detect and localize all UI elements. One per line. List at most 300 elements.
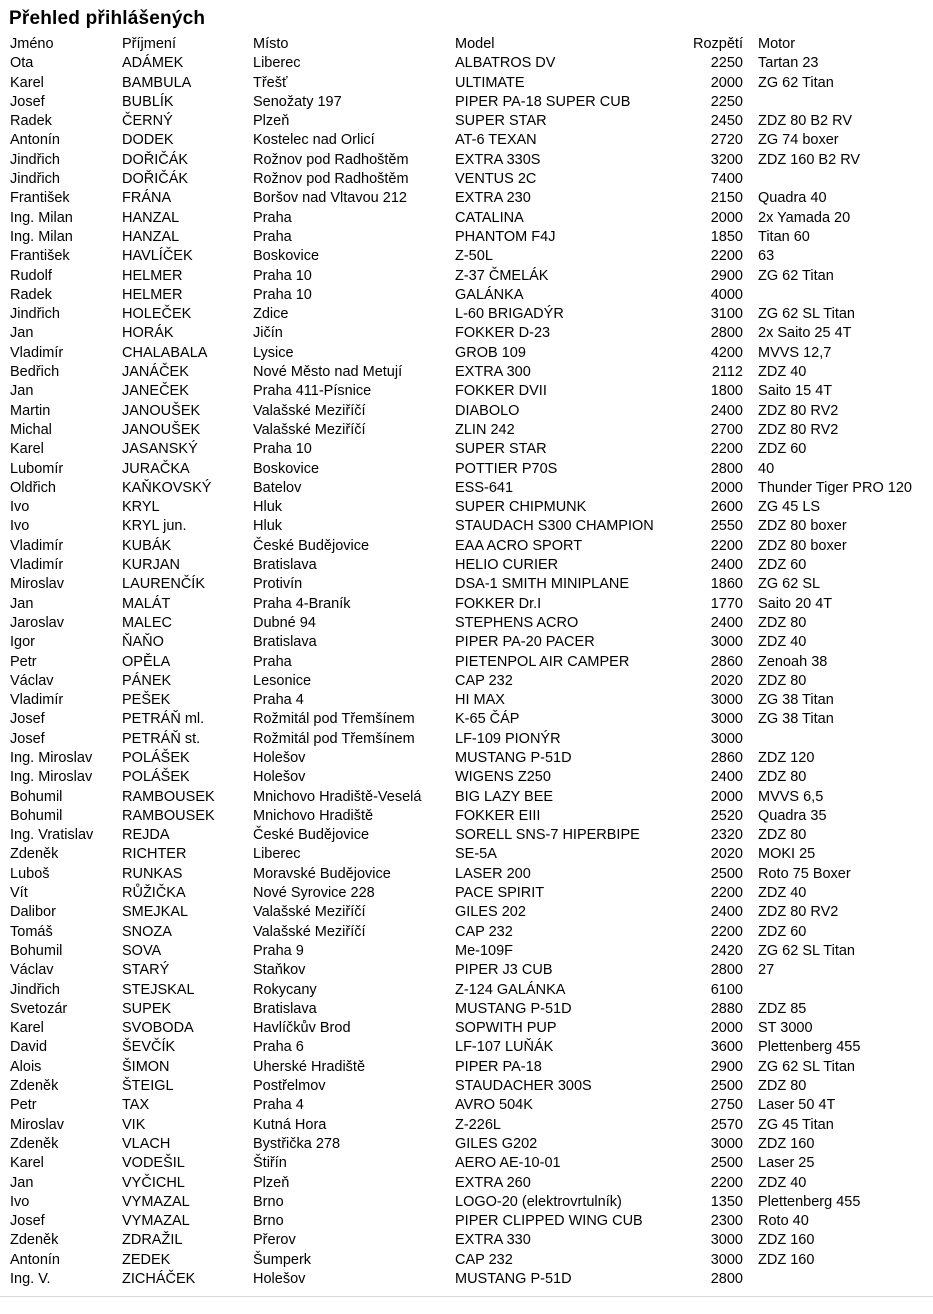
cell-model: GALÁNKA (455, 286, 524, 303)
cell-first-name: Karel (10, 441, 44, 458)
cell-wingspan: 2400 (710, 402, 743, 419)
cell-wingspan: 2900 (710, 1058, 743, 1075)
table-header-row (10, 35, 923, 54)
cell-first-name: Jindřich (10, 306, 60, 323)
cell-place: Rožnov pod Radhoštěm (253, 171, 409, 188)
cell-place: Praha 6 (253, 1039, 304, 1056)
cell-model: CAP 232 (455, 923, 513, 940)
cell-motor: ZDZ 160 (758, 1135, 815, 1152)
cell-model: BIG LAZY BEE (455, 788, 554, 805)
cell-place: Kostelec nad Orlicí (253, 132, 375, 149)
cell-model: STAUDACHER 300S (455, 1078, 592, 1095)
cell-place: Praha 4 (253, 1097, 304, 1114)
cell-wingspan: 3000 (710, 1135, 743, 1152)
cell-place: Holešov (253, 769, 306, 786)
table-row (10, 151, 923, 170)
cell-last-name: SMEJKAL (122, 904, 189, 921)
cell-last-name: ZDRAŽIL (122, 1232, 183, 1249)
cell-model: FOKKER EIII (455, 807, 541, 824)
cell-motor: ZDZ 40 (758, 364, 807, 381)
table-row (10, 981, 923, 1000)
cell-wingspan: 1860 (710, 576, 743, 593)
cell-place: Plzeň (253, 113, 290, 130)
cell-wingspan: 2420 (710, 942, 743, 959)
cell-first-name: Zdeněk (10, 846, 59, 863)
cell-last-name: ADÁMEK (122, 55, 184, 72)
table-row (10, 421, 923, 440)
table-row (10, 903, 923, 922)
cell-first-name: František (10, 190, 70, 207)
cell-last-name: TAX (122, 1097, 150, 1114)
cell-first-name: Ivo (10, 518, 30, 535)
cell-wingspan: 2900 (710, 267, 743, 284)
cell-model: GILES G202 (455, 1135, 538, 1152)
table-row (10, 633, 923, 652)
cell-model: PIPER CLIPPED WING CUB (455, 1213, 643, 1230)
cell-place: Kutná Hora (253, 1116, 327, 1133)
cell-motor: Plettenberg 455 (758, 1039, 861, 1056)
cell-motor: ZDZ 80 (758, 827, 807, 844)
cell-last-name: ŠIMON (122, 1058, 170, 1075)
cell-motor: ZDZ 120 (758, 749, 815, 766)
cell-wingspan: 6100 (710, 981, 743, 998)
table-row (10, 672, 923, 691)
cell-first-name: Vít (10, 885, 28, 902)
cell-first-name: Martin (10, 402, 51, 419)
cell-place: Valašské Meziříčí (253, 904, 366, 921)
cell-wingspan: 1800 (710, 383, 743, 400)
cell-model: FOKKER DVII (455, 383, 547, 400)
cell-motor: Laser 25 (758, 1155, 815, 1172)
cell-last-name: RUNKAS (122, 865, 183, 882)
cell-place: Rožmitál pod Třemšínem (253, 711, 415, 728)
cell-wingspan: 2400 (710, 614, 743, 631)
cell-model: EXTRA 300 (455, 364, 531, 381)
cell-first-name: Ota (10, 55, 34, 72)
cell-wingspan: 2000 (710, 74, 743, 91)
table-row (10, 826, 923, 845)
cell-place: Mnichovo Hradiště-Veselá (253, 788, 422, 805)
cell-wingspan: 3600 (710, 1039, 743, 1056)
cell-wingspan: 4200 (710, 344, 743, 361)
table-row (10, 54, 923, 73)
cell-first-name: Vladimír (10, 344, 64, 361)
cell-motor: Roto 40 (758, 1213, 809, 1230)
cell-wingspan: 1770 (710, 595, 743, 612)
column-header-first-name: Jméno (10, 36, 54, 52)
cell-first-name: Karel (10, 1155, 44, 1172)
cell-first-name: Michal (10, 421, 52, 438)
cell-wingspan: 2200 (710, 537, 743, 554)
registrants-table (10, 35, 923, 1289)
cell-place: Liberec (253, 846, 301, 863)
cell-motor: ZG 62 SL Titan (758, 942, 855, 959)
cell-first-name: Ing. Vratislav (10, 827, 94, 844)
cell-model: Me-109F (455, 942, 514, 959)
cell-model: CAP 232 (455, 1251, 513, 1268)
table-row (10, 1154, 923, 1173)
table-row (10, 595, 923, 614)
table-row (10, 228, 923, 247)
cell-wingspan: 2750 (710, 1097, 743, 1114)
cell-first-name: Ing. Milan (10, 209, 73, 226)
cell-first-name: Josef (10, 93, 45, 110)
cell-motor (743, 1270, 923, 1289)
cell-model: ZLIN 242 (455, 421, 515, 438)
cell-wingspan: 2000 (710, 788, 743, 805)
table-row (10, 517, 923, 536)
cell-motor: ZG 62 Titan (758, 267, 834, 284)
cell-first-name: Josef (10, 1213, 45, 1230)
cell-place: Holešov (253, 749, 306, 766)
cell-model: AVRO 504K (455, 1097, 533, 1114)
table-row (10, 942, 923, 961)
cell-first-name: Vladimír (10, 557, 64, 574)
cell-first-name: Jan (10, 595, 34, 612)
cell-place: Plzeň (253, 1174, 290, 1191)
cell-last-name: JANEČEK (122, 383, 189, 400)
cell-last-name: STEJSKAL (122, 981, 195, 998)
cell-place: Hluk (253, 499, 283, 516)
cell-motor: ZDZ 40 (758, 634, 807, 651)
cell-last-name: VYMAZAL (122, 1213, 190, 1230)
table-row (10, 402, 923, 421)
cell-motor: ZG 62 SL (758, 576, 821, 593)
cell-first-name: Tomáš (10, 923, 53, 940)
cell-model: VENTUS 2C (455, 171, 537, 188)
column-header-wingspan: Rozpětí (693, 36, 743, 52)
cell-wingspan: 2020 (710, 672, 743, 689)
cell-wingspan: 2550 (710, 518, 743, 535)
cell-motor: Tartan 23 (758, 55, 819, 72)
cell-place: Protivín (253, 576, 303, 593)
cell-motor: ZDZ 80 (758, 614, 807, 631)
table-row (10, 1193, 923, 1212)
cell-motor: MVVS 12,7 (758, 344, 832, 361)
cell-place: České Budějovice (253, 827, 370, 844)
cell-wingspan: 2000 (710, 1020, 743, 1037)
cell-model: Z-37 ČMELÁK (455, 267, 549, 284)
table-row (10, 710, 923, 729)
cell-wingspan: 2500 (710, 1078, 743, 1095)
cell-wingspan: 2200 (710, 1174, 743, 1191)
table-row (10, 460, 923, 479)
cell-last-name: ŇAŇO (122, 634, 164, 651)
cell-last-name: VYMAZAL (122, 1193, 190, 1210)
cell-last-name: VYČICHL (122, 1174, 185, 1191)
cell-last-name: POLÁŠEK (122, 769, 190, 786)
cell-place: Boršov nad Vltavou 212 (253, 190, 407, 207)
cell-motor: ZG 38 Titan (758, 692, 834, 709)
table-row (10, 344, 923, 363)
cell-place: Valašské Meziříčí (253, 421, 366, 438)
cell-motor: ZG 45 Titan (758, 1116, 834, 1133)
cell-model: LOGO-20 (elektrovrtulník) (455, 1193, 622, 1210)
cell-motor: ZDZ 60 (758, 923, 807, 940)
cell-place: Bratislava (253, 557, 317, 574)
cell-last-name: SOVA (122, 942, 162, 959)
cell-first-name: David (10, 1039, 48, 1056)
cell-model: K-65 ČÁP (455, 711, 520, 728)
cell-last-name: HANZAL (122, 228, 180, 245)
cell-last-name: VIK (122, 1116, 146, 1133)
cell-motor: 40 (758, 460, 775, 477)
cell-last-name: SNOZA (122, 923, 172, 940)
cell-last-name: ŠTEIGL (122, 1078, 174, 1095)
cell-wingspan: 2200 (710, 248, 743, 265)
cell-place: Zdice (253, 306, 289, 323)
page-title: Přehled přihlášených (9, 8, 206, 29)
cell-last-name: RŮŽIČKA (122, 885, 186, 902)
cell-motor: ZDZ 40 (758, 885, 807, 902)
cell-place: Boskovice (253, 248, 320, 265)
cell-last-name: DOŘIČÁK (122, 171, 189, 188)
cell-place: Bystřička 278 (253, 1135, 341, 1152)
table-row (10, 131, 923, 150)
cell-place: Senožaty 197 (253, 93, 342, 110)
cell-wingspan: 2000 (710, 479, 743, 496)
cell-first-name: Igor (10, 634, 35, 651)
cell-motor: MVVS 6,5 (758, 788, 824, 805)
cell-model: SOPWITH PUP (455, 1020, 557, 1037)
cell-wingspan: 2300 (710, 1213, 743, 1230)
table-row (10, 653, 923, 672)
cell-place: Bratislava (253, 1000, 317, 1017)
cell-first-name: Bedřich (10, 364, 60, 381)
cell-last-name: SUPEK (122, 1000, 172, 1017)
cell-place: Rokycany (253, 981, 317, 998)
cell-last-name: PETRÁŇ ml. (122, 711, 205, 728)
cell-model: L-60 BRIGADÝR (455, 306, 564, 323)
cell-first-name: Václav (10, 962, 54, 979)
cell-wingspan: 2020 (710, 846, 743, 863)
table-row (10, 730, 923, 749)
cell-model: GILES 202 (455, 904, 526, 921)
cell-motor: Quadra 40 (758, 190, 827, 207)
cell-first-name: Rudolf (10, 267, 52, 284)
table-row (10, 267, 923, 286)
cell-motor: 27 (758, 962, 775, 979)
cell-model: Z-226L (455, 1116, 501, 1133)
table-row (10, 884, 923, 903)
cell-last-name: FRÁNA (122, 190, 172, 207)
cell-model: LF-109 PIONÝR (455, 730, 561, 747)
table-row (10, 807, 923, 826)
cell-model: DSA-1 SMITH MINIPLANE (455, 576, 630, 593)
cell-model: LASER 200 (455, 865, 531, 882)
cell-place: Postřelmov (253, 1078, 326, 1095)
cell-wingspan: 2400 (710, 904, 743, 921)
cell-motor (743, 730, 923, 749)
cell-first-name: Zdeněk (10, 1078, 59, 1095)
cell-first-name: František (10, 248, 70, 265)
cell-place: Dubné 94 (253, 614, 316, 631)
cell-first-name: Zdeněk (10, 1232, 59, 1249)
table-row (10, 112, 923, 131)
cell-place: Hluk (253, 518, 283, 535)
cell-first-name: Ing. V. (10, 1271, 51, 1287)
table-row (10, 1116, 923, 1135)
cell-first-name: Lubomír (10, 460, 64, 477)
cell-motor: ZDZ 80 RV2 (758, 402, 839, 419)
cell-last-name: HELMER (122, 286, 183, 303)
cell-last-name: KUBÁK (122, 537, 172, 554)
cell-wingspan: 2720 (710, 132, 743, 149)
cell-motor: ZG 38 Titan (758, 711, 834, 728)
column-header-place: Místo (253, 36, 289, 52)
cell-place: Staňkov (253, 962, 306, 979)
cell-model: ESS-641 (455, 479, 514, 496)
table-row (10, 1000, 923, 1019)
table-row (10, 1077, 923, 1096)
cell-wingspan: 2320 (710, 827, 743, 844)
cell-last-name: JANÁČEK (122, 364, 189, 381)
table-row (10, 209, 923, 228)
cell-model: DIABOLO (455, 402, 520, 419)
cell-place: Praha 4 (253, 692, 304, 709)
cell-model: SUPER CHIPMUNK (455, 499, 587, 516)
table-row (10, 865, 923, 884)
cell-motor: ZDZ 160 (758, 1251, 815, 1268)
cell-place: Valašské Meziříčí (253, 402, 366, 419)
cell-last-name: HAVLÍČEK (122, 248, 193, 265)
cell-motor: ZG 62 Titan (758, 74, 834, 91)
cell-motor: Thunder Tiger PRO 120 (758, 479, 912, 496)
cell-motor: Laser 50 4T (758, 1097, 836, 1114)
cell-last-name: HELMER (122, 267, 183, 284)
cell-motor: Quadra 35 (758, 807, 827, 824)
cell-model: LF-107 LUŇÁK (455, 1039, 554, 1056)
cell-last-name: KRYL jun. (122, 518, 187, 535)
cell-last-name: BUBLÍK (122, 93, 174, 110)
cell-last-name: RICHTER (122, 846, 187, 863)
table-row (10, 324, 923, 343)
cell-first-name: Luboš (10, 865, 50, 882)
table-row (10, 382, 923, 401)
table-row (10, 961, 923, 980)
cell-place: Rožmitál pod Třemšínem (253, 730, 415, 747)
cell-place: Mnichovo Hradiště (253, 807, 374, 824)
cell-wingspan: 3000 (710, 692, 743, 709)
cell-motor: ZDZ 40 (758, 1174, 807, 1191)
cell-last-name: SVOBODA (122, 1020, 194, 1037)
cell-last-name: JURAČKA (122, 460, 190, 477)
cell-model: STAUDACH S300 CHAMPION (455, 518, 654, 535)
column-header-model: Model (455, 36, 495, 52)
cell-model: FOKKER D-23 (455, 325, 551, 342)
table-row (10, 1096, 923, 1115)
cell-place: České Budějovice (253, 537, 370, 554)
cell-place: Jičín (253, 325, 283, 342)
cell-model: EAA ACRO SPORT (455, 537, 583, 554)
cell-last-name: ŠEVČÍK (122, 1039, 176, 1056)
cell-first-name: Dalibor (10, 904, 56, 921)
cell-last-name: PETRÁŇ st. (122, 730, 201, 747)
cell-model: SUPER STAR (455, 441, 547, 458)
cell-motor: Zenoah 38 (758, 653, 828, 670)
cell-wingspan: 2200 (710, 885, 743, 902)
cell-model: CATALINA (455, 209, 524, 226)
cell-place: Třešť (253, 74, 288, 91)
cell-model: WIGENS Z250 (455, 769, 551, 786)
cell-last-name: JANOUŠEK (122, 402, 201, 419)
table-row (10, 556, 923, 575)
table-row (10, 286, 923, 305)
cell-place: Přerov (253, 1232, 296, 1249)
table-row (10, 363, 923, 382)
table-row (10, 691, 923, 710)
cell-place: Uherské Hradiště (253, 1058, 366, 1075)
table-row (10, 247, 923, 266)
table-row (10, 189, 923, 208)
cell-model: MUSTANG P-51D (455, 1000, 572, 1017)
cell-first-name: Ivo (10, 499, 30, 516)
cell-place: Brno (253, 1213, 284, 1230)
cell-motor: Titan 60 (758, 228, 810, 245)
cell-last-name: CHALABALA (122, 344, 208, 361)
cell-model: EXTRA 230 (455, 190, 531, 207)
cell-model: MUSTANG P-51D (455, 749, 572, 766)
cell-model: PIETENPOL AIR CAMPER (455, 653, 630, 670)
cell-wingspan: 3200 (710, 151, 743, 168)
cell-motor: ZDZ 80 (758, 672, 807, 689)
column-header-motor: Motor (758, 36, 796, 52)
registrants-table-body (10, 54, 923, 1289)
cell-last-name: DODEK (122, 132, 174, 149)
cell-model: PACE SPIRIT (455, 885, 545, 902)
cell-model: PIPER J3 CUB (455, 962, 553, 979)
cell-motor: 2x Saito 25 4T (758, 325, 852, 342)
cell-last-name: VODEŠIL (122, 1155, 185, 1172)
cell-last-name: ZEDEK (122, 1251, 171, 1268)
cell-model: POTTIER P70S (455, 460, 558, 477)
cell-wingspan: 2800 (710, 1271, 743, 1287)
cell-motor (743, 286, 923, 305)
cell-wingspan: 2112 (711, 364, 743, 381)
cell-place: Praha 4-Braník (253, 595, 351, 612)
cell-last-name: JANOUŠEK (122, 421, 201, 438)
cell-place: Praha 411-Písnice (253, 383, 372, 400)
table-row (10, 768, 923, 787)
cell-motor: ZDZ 80 boxer (758, 518, 847, 535)
table-row (10, 1251, 923, 1270)
cell-wingspan: 2250 (710, 93, 743, 110)
cell-motor: ZDZ 80 RV2 (758, 421, 839, 438)
cell-last-name: PÁNEK (122, 672, 172, 689)
table-row (10, 537, 923, 556)
cell-motor: ZDZ 60 (758, 557, 807, 574)
table-row (10, 749, 923, 768)
table-row (10, 1270, 923, 1289)
cell-first-name: Bohumil (10, 942, 63, 959)
cell-motor: ST 3000 (758, 1020, 813, 1037)
cell-last-name: DOŘIČÁK (122, 151, 189, 168)
cell-wingspan: 2860 (710, 653, 743, 670)
cell-place: Nové Město nad Metují (253, 364, 403, 381)
cell-model: FOKKER Dr.I (455, 595, 542, 612)
cell-place: Praha (253, 653, 292, 670)
cell-first-name: Radek (10, 113, 52, 130)
cell-place: Valašské Meziříčí (253, 923, 366, 940)
cell-wingspan: 3000 (710, 730, 743, 747)
cell-model: HI MAX (455, 692, 505, 709)
bottom-divider (0, 1296, 933, 1297)
cell-first-name: Antonín (10, 1251, 60, 1268)
cell-motor: 63 (758, 248, 775, 265)
cell-last-name: OPĚLA (122, 653, 171, 670)
table-row (10, 845, 923, 864)
cell-first-name: Jindřich (10, 171, 60, 188)
